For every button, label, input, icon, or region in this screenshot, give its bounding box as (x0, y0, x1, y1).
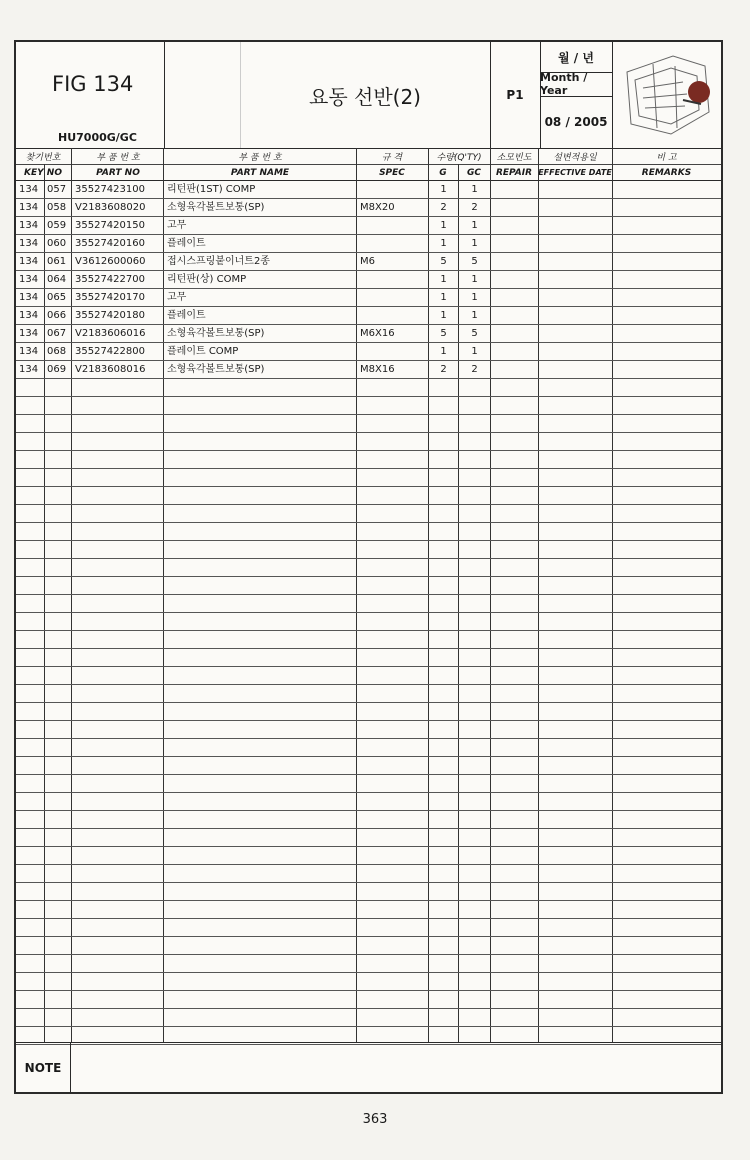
cell-fig: 134 (19, 256, 39, 267)
cell-fig: 134 (19, 274, 39, 285)
cell-key: 065 (47, 292, 67, 303)
table-row (16, 721, 721, 739)
table-row (16, 451, 721, 469)
col-key-no-ko: 찾기번호 (25, 153, 61, 163)
table-row (16, 829, 721, 847)
table-row (16, 685, 721, 703)
divider (164, 42, 165, 148)
cell-fig: 134 (19, 346, 39, 357)
table-row (16, 901, 721, 919)
cell-part-no: 35527420180 (75, 310, 145, 321)
table-row (16, 325, 721, 343)
machine-thumbnail (613, 42, 723, 148)
table-row (16, 667, 721, 685)
cell-name: 소형육각볼트보통(SP) (167, 328, 265, 339)
col-spec-en: SPEC (379, 167, 405, 178)
cell-g: 5 (440, 328, 447, 339)
table-row (16, 181, 721, 199)
col-part-no-ko: 부 품 번 호 (96, 153, 140, 163)
table-row (16, 343, 721, 361)
table-row (16, 397, 721, 415)
cell-g: 2 (440, 364, 447, 375)
month-year-en-label: Month / Year (540, 71, 588, 97)
cell-gc: 1 (471, 274, 478, 285)
cell-part-no: 35527420170 (75, 292, 145, 303)
table-row (16, 775, 721, 793)
table-row (16, 307, 721, 325)
cell-name: 리턴판(상) COMP (167, 274, 247, 285)
col-remarks-en: REMARKS (641, 167, 692, 178)
cell-key: 059 (47, 220, 67, 231)
table-row (16, 361, 721, 379)
cell-key: 057 (47, 184, 67, 195)
table-row (16, 253, 721, 271)
cell-g: 1 (440, 310, 447, 321)
cell-name: 소형육각볼트보통(SP) (167, 202, 265, 213)
cell-key: 064 (47, 274, 67, 285)
page-title: 요동 선반(2) (309, 84, 421, 109)
table-row (16, 199, 721, 217)
cell-g: 1 (440, 184, 447, 195)
cell-part-no: 35527422800 (75, 346, 145, 357)
table-row (16, 649, 721, 667)
cell-key: 069 (47, 364, 67, 375)
page-code: P1 (506, 88, 524, 102)
col-repair-en: REPAIR (495, 167, 533, 178)
table-row (16, 469, 721, 487)
note-label: NOTE (16, 1043, 71, 1093)
cell-spec: M8X20 (360, 202, 395, 213)
cell-key: 068 (47, 346, 67, 357)
cell-part-no: V2183608016 (75, 364, 146, 375)
cell-g: 1 (440, 346, 447, 357)
cell-g: 5 (440, 256, 447, 267)
cell-key: 067 (47, 328, 67, 339)
table-row (16, 883, 721, 901)
parts-list-form (14, 40, 723, 1094)
cell-name: 플레이트 (167, 310, 206, 321)
table-row (16, 541, 721, 559)
cell-spec (360, 343, 426, 360)
col-remarks-ko: 비 고 (656, 153, 677, 163)
cell-name: 플레이트 COMP (167, 346, 239, 357)
table-row (16, 847, 721, 865)
table-row (16, 937, 721, 955)
table-row (16, 955, 721, 973)
cell-fig: 134 (19, 220, 39, 231)
col-qty-g: G (439, 167, 447, 178)
cell-g: 1 (440, 274, 447, 285)
cell-gc: 2 (471, 202, 478, 213)
table-row (16, 433, 721, 451)
table-row (16, 991, 721, 1009)
col-part-name-ko: 부 품 번 호 (238, 153, 282, 163)
cell-fig: 134 (19, 238, 39, 249)
cell-part-no: 35527423100 (75, 184, 145, 195)
cell-spec: M8X16 (360, 364, 395, 375)
cell-fig: 134 (19, 202, 39, 213)
cell-gc: 2 (471, 364, 478, 375)
model-label: HU7000G/GC (58, 131, 137, 144)
cell-part-no: V2183608020 (75, 202, 146, 213)
table-row (16, 703, 721, 721)
cell-fig: 134 (19, 184, 39, 195)
col-repair-ko: 소모빈도 (496, 153, 532, 163)
cell-g: 1 (440, 238, 447, 249)
cell-part-no: 35527420150 (75, 220, 145, 231)
note-section (16, 1042, 721, 1093)
cell-spec (360, 235, 426, 252)
table-row (16, 631, 721, 649)
cell-gc: 1 (471, 346, 478, 357)
cell-g: 1 (440, 292, 447, 303)
cell-fig: 134 (19, 310, 39, 321)
cell-gc: 1 (471, 220, 478, 231)
table-row (16, 919, 721, 937)
month-year-value: 08 / 2005 (544, 115, 608, 129)
cell-gc: 1 (471, 292, 478, 303)
table-row (16, 415, 721, 433)
cell-spec (360, 271, 426, 288)
cell-gc: 1 (471, 184, 478, 195)
cell-name: 고무 (167, 292, 187, 303)
cell-key: 066 (47, 310, 67, 321)
cell-part-no: V2183606016 (75, 328, 146, 339)
fig-label: FIG 134 (52, 72, 134, 96)
cell-key: 061 (47, 256, 67, 267)
cell-part-no: 35527420160 (75, 238, 145, 249)
cell-spec: M6 (360, 256, 375, 267)
col-part-name-en: PART NAME (230, 167, 290, 178)
cell-spec (360, 181, 426, 198)
cell-key: 060 (47, 238, 67, 249)
table-row (16, 973, 721, 991)
table-row (16, 487, 721, 505)
table-row (16, 523, 721, 541)
fig-header (16, 42, 164, 148)
cell-fig: 134 (19, 292, 39, 303)
cell-name: 소형육각볼트보통(SP) (167, 364, 265, 375)
table-row (16, 739, 721, 757)
col-eff-date-en: EFFECTIVE DATE (538, 168, 612, 177)
cell-fig: 134 (19, 328, 39, 339)
col-qty-ko: 수량(Q'TY) (436, 153, 482, 163)
table-row (16, 613, 721, 631)
cell-g: 2 (440, 202, 447, 213)
table-row (16, 1009, 721, 1027)
col-eff-date-ko: 설변적용일 (553, 153, 597, 163)
cell-fig: 134 (19, 364, 39, 375)
page-number: 363 (362, 1112, 388, 1127)
table-row (16, 235, 721, 253)
cell-name: 리턴판(1ST) COMP (167, 184, 256, 195)
col-spec-ko: 규 격 (381, 153, 403, 163)
table-row (16, 559, 721, 577)
col-key-no-en: KEY NO (24, 167, 62, 178)
cell-gc: 1 (471, 238, 478, 249)
cell-part-no: V3612600060 (75, 256, 146, 267)
cell-gc: 5 (471, 328, 478, 339)
table-row (16, 505, 721, 523)
table-row (16, 595, 721, 613)
cell-gc: 5 (471, 256, 478, 267)
table-row (16, 757, 721, 775)
cell-spec (360, 289, 426, 306)
header-blank-box (166, 42, 241, 148)
cell-name: 플레이트 (167, 238, 206, 249)
cell-spec: M6X16 (360, 328, 395, 339)
table-row (16, 289, 721, 307)
col-qty-gc: GC (467, 167, 481, 178)
cell-g: 1 (440, 220, 447, 231)
cell-spec (360, 307, 426, 324)
table-row (16, 379, 721, 397)
cell-spec (360, 217, 426, 234)
col-part-no-en: PART NO (96, 167, 140, 178)
cell-name: 고무 (167, 220, 187, 231)
cell-part-no: 35527422700 (75, 274, 145, 285)
table-row (16, 865, 721, 883)
month-year-ko-label: 월 / 년 (558, 50, 594, 65)
cell-name: 접시스프링붙이너트2종 (167, 256, 270, 267)
table-row (16, 793, 721, 811)
table-row (16, 271, 721, 289)
table-row (16, 811, 721, 829)
table-row (16, 577, 721, 595)
cell-key: 058 (47, 202, 67, 213)
table-row (16, 217, 721, 235)
cell-gc: 1 (471, 310, 478, 321)
